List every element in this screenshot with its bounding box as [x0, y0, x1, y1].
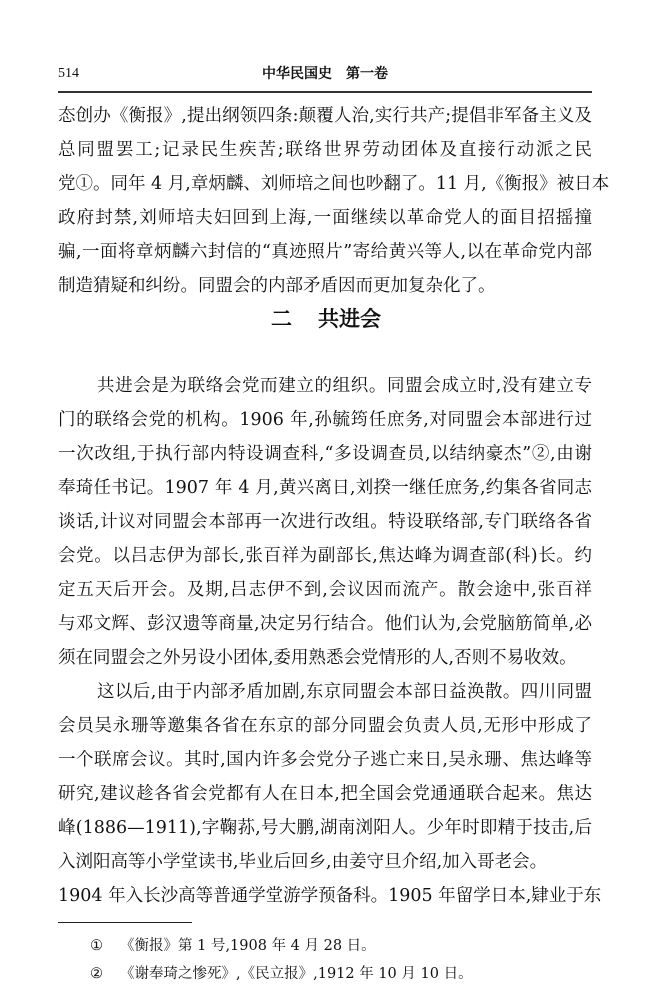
text-line: 门的联络会党的机构。1906 年,孙毓筠任庶务,对同盟会本部进行过: [58, 410, 592, 430]
section-number: 二: [271, 307, 292, 331]
text-line: 这以后,由于内部矛盾加剧,东京同盟会本部日益涣散。四川同盟: [97, 682, 592, 702]
text-line: 一个联席会议。其时,国内许多会党分子逃亡来日,吴永珊、焦达峰等: [58, 750, 592, 770]
footnote: [90, 934, 376, 958]
text-line: 骗,一面将章炳麟六封信的“真迹照片”寄给黄兴等人,以在革命党内部: [58, 242, 592, 262]
text-line: 总同盟罢工;记录民生疾苦;联络世界劳动团体及直接行动派之民: [58, 140, 592, 160]
page-number: 514: [58, 66, 79, 81]
footnote-rule: [58, 922, 192, 923]
text-line: 须在同盟会之外另设小团体,委用熟悉会党情形的人,否则不易收效。: [58, 648, 577, 668]
text-line: 党①。同年 4 月,章炳麟、刘师培之间也吵翻了。11 月,《衡报》被日本: [58, 174, 610, 194]
text-line: 1904 年入长沙高等普通学堂游学预备科。1905 年留学日本,肄业于东: [58, 886, 602, 906]
text-line: 态创办《衡报》,提出纲领四条:颠覆人治,实行共产;提倡非军备主义及: [58, 106, 592, 126]
running-head: [58, 64, 592, 84]
text-line: 制造猜疑和纠纷。同盟会的内部矛盾因而更加复杂化了。: [58, 276, 496, 296]
text-line: 奉琦任书记。1907 年 4 月,黄兴离日,刘揆一继任庶务,约集各省同志: [58, 478, 592, 498]
text-line: 谈话,计议对同盟会本部再一次进行改组。特设联络部,专门联络各省: [58, 512, 592, 532]
text-line: 会党。以吕志伊为部长,张百祥为副部长,焦达峰为调查部(科)长。约: [58, 546, 592, 566]
section-title: 共进会: [318, 307, 381, 331]
header-rule: [58, 91, 592, 93]
footnote-mark: ②: [90, 966, 103, 982]
text-line: 政府封禁,刘师培夫妇回到上海,一面继续以革命党人的面目招摇撞: [58, 208, 592, 228]
section-heading: [0, 304, 652, 334]
text-line: 一次改组,于执行部内特设调查科,“多设调查员,以结纳豪杰”②,由谢: [58, 444, 592, 464]
footnote-text: 《衡报》第 1 号,1908 年 4 月 28 日。: [120, 938, 376, 954]
text-line: 共进会是为联络会党而建立的组织。同盟会成立时,没有建立专: [97, 376, 592, 396]
book-title: 中华民国史 第一卷: [262, 66, 388, 82]
footnote: [90, 962, 473, 986]
text-line: 研究,建议趁各省会党都有人在日本,把全国会党通通联合起来。焦达: [58, 784, 592, 804]
footnote-mark: ①: [90, 938, 103, 954]
text-line: 峰(1886—1911),字鞠荪,号大鹏,湖南浏阳人。少年时即精于技击,后: [58, 818, 592, 838]
text-line: 会员吴永珊等邀集各省在东京的部分同盟会负责人员,无形中形成了: [58, 716, 592, 736]
text-line: 入浏阳高等小学堂读书,毕业后回乡,由姜守旦介绍,加入哥老会。: [58, 852, 548, 872]
text-line: 定五天后开会。及期,吕志伊不到,会议因而流产。散会途中,张百祥: [58, 580, 592, 600]
text-line: 与邓文辉、彭汉遗等商量,决定另行结合。他们认为,会党脑筋简单,必: [58, 614, 592, 634]
footnote-text: 《谢奉琦之惨死》,《民立报》,1912 年 10 月 10 日。: [120, 966, 473, 982]
